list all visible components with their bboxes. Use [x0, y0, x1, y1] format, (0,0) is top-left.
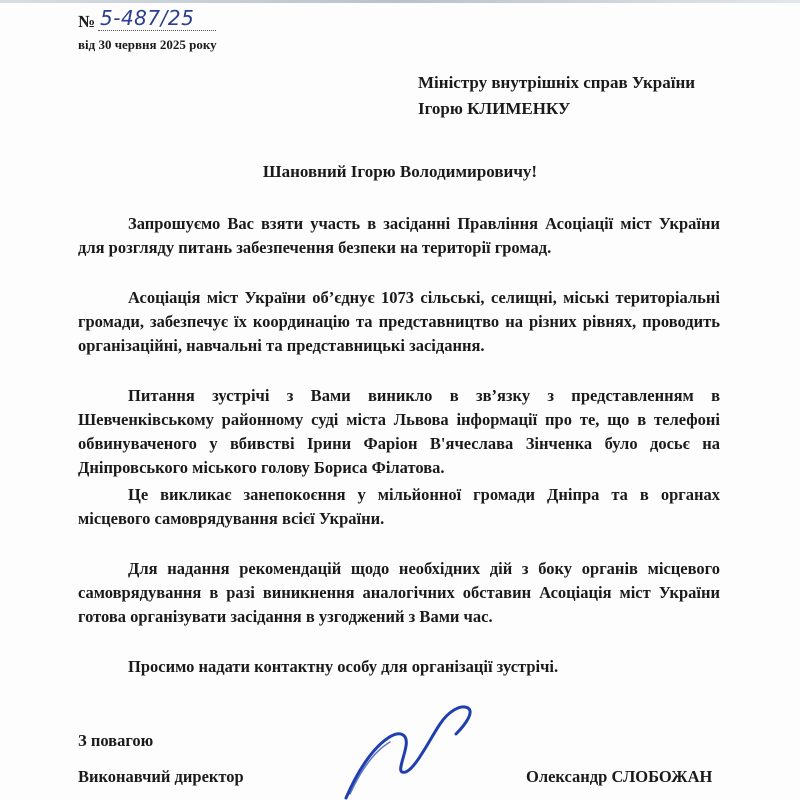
addressee-block — [418, 70, 695, 122]
paragraph-association: Асоціація міст України об’єднує 1073 сільські, селищні, міські територіальні громади, забезпечує їх координацію та представництво на різних рівнях, проводить організаційні, навчальні та представницькі засідання. — [78, 288, 720, 355]
paragraph-request: Просимо надати контактну особу для організації зустрічі. — [128, 657, 559, 676]
reference-line — [78, 6, 218, 34]
reference-date: від 30 червня 2025 року — [78, 37, 217, 52]
reference-underline — [98, 30, 216, 32]
reference-number: 5-487/25 — [100, 6, 195, 30]
paragraph-invitation: Запрошуємо Вас взяти участь в засіданні Правління Асоціації міст України для розгляду питань забезпечення безпеки на території громад. — [78, 214, 720, 257]
addressee-name: Ігорю КЛИМЕНКУ — [418, 99, 571, 118]
signature-icon — [328, 690, 478, 800]
addressee-position: Міністру внутрішніх справ України — [418, 73, 696, 92]
salutation: Шановний Ігорю Володимировичу! — [262, 162, 538, 181]
paragraph-reason: Питання зустрічі з Вами виникло в зв’язку з представленням в Шевченківському районному суді міста Львова інформації про те, що в телефоні обвинуваченого у вбивстві Ірини Фаріон В'ячеслава Зінченка було досьє на Дніпровського міського голову Бориса Філатова. — [78, 386, 720, 477]
closing-phrase: З повагою — [78, 731, 154, 750]
signer-title: Виконавчий директор — [78, 767, 244, 786]
reference-block — [78, 6, 218, 53]
signer-name: Олександр СЛОБОЖАН — [526, 767, 713, 786]
top-border — [0, 0, 800, 3]
paragraph-recommendations: Для надання рекомендацій щодо необхідних дій з боку органів місцевого самоврядування в разі виникнення аналогічних обставин Асоціація міст України готова організувати засідання в узгоджений з Вами час. — [78, 559, 720, 626]
paragraph-concern: Це викликає занепокоєння у мільйонної громади Дніпра та в органах місцевого самоврядування всієї України. — [78, 485, 720, 528]
reference-prefix: № — [78, 12, 96, 31]
